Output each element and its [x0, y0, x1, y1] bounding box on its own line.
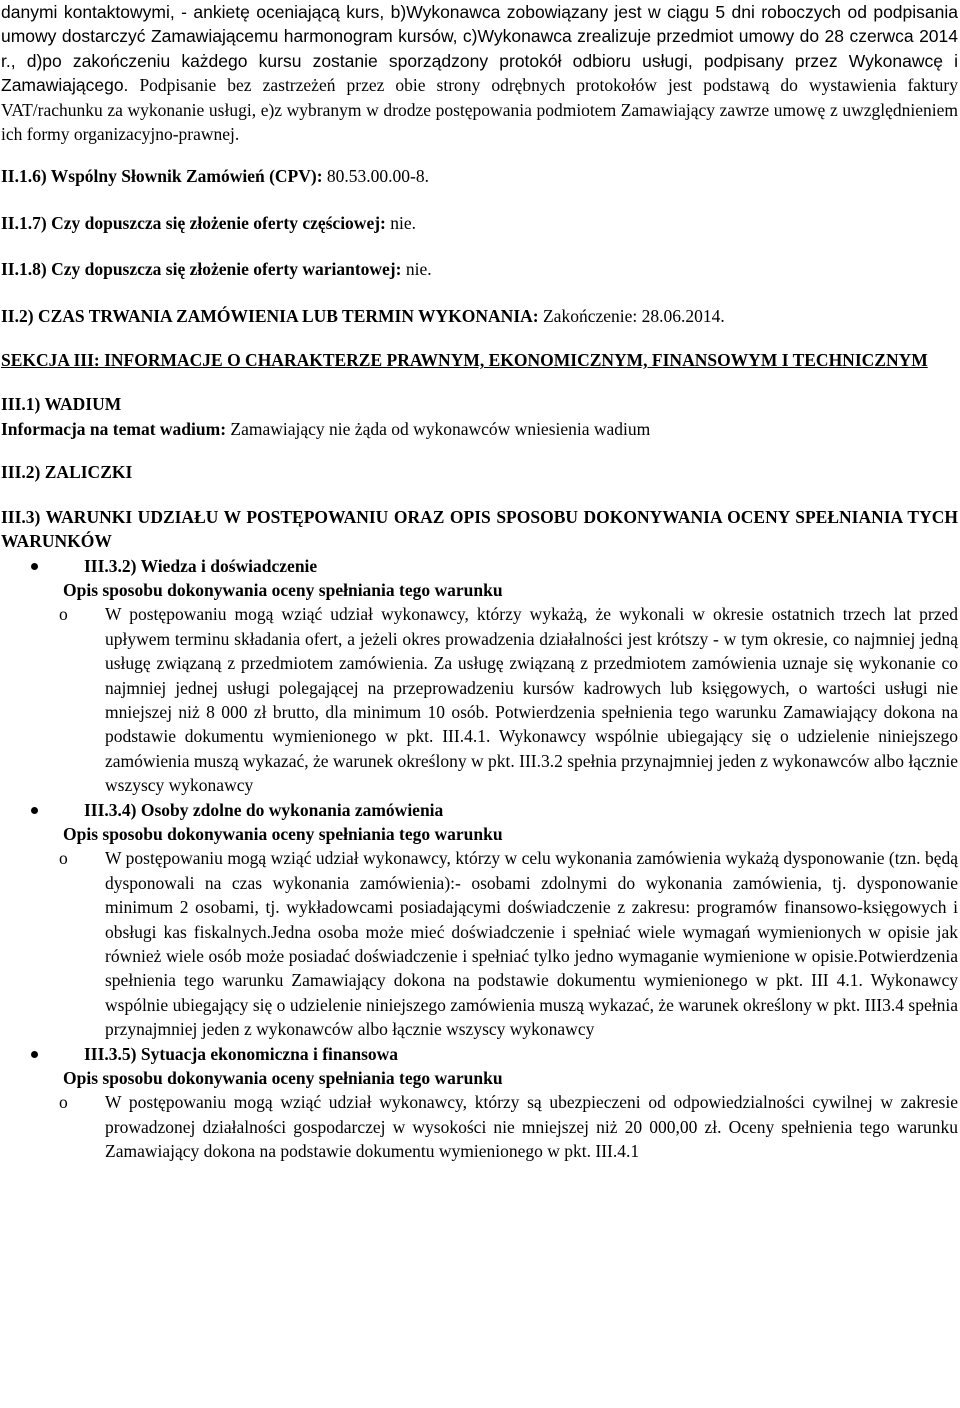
- partial-offer-line: [1, 211, 958, 235]
- section-3-title: SEKCJA III: INFORMACJE O CHARAKTERZE PRAWNYM, EKONOMICZNYM, FINANSOWYM I TECHNICZNYM: [1, 350, 928, 371]
- opis-label: Opis sposobu dokonywania oceny spełniania tego warunku: [63, 823, 503, 844]
- condition-text: W postępowaniu mogą wziąć udział wykonawcy, którzy w celu wykonania zamówienia wykażą dysponowanie (tzn. będą dysponowali na czas wykonania zamówienia):- osobami zdolnymi do wykonania zamówienia, tj. dysponowanie minimum 2 osobami, tj. wykładowcami posiadającymi doświadczenie z zakresu: programów finansowo-księgowych i obsługi kas fiskalnych.Jedna osoba może mieć doświadczenie i spełniać wiele wymagań wymienionych w opisie jak również wiele osób może posiadać doświadczenie i spełniać tylko jedno wymaganie wymienione w opisie.Potwierdzenia spełnienia tego warunku Zamawiający dokona na podstawie dokumentu wymienionego w pkt. III 4.1. Wykonawcy wspólnie ubiegający się o udzielenie niniejszego zamówienia muszą wykazać, że warunek określony w pkt. III3.4 spełnia przynajmniej jeden z wykonawców albo łącznie wszyscy wykonawcy: [105, 848, 958, 1040]
- condition-heading: III.3.2) Wiedza i doświadczenie: [84, 555, 318, 576]
- condition-heading: III.3.5) Sytuacja ekonomiczna i finansowa: [84, 1043, 399, 1064]
- wadium-heading: III.1) WADIUM: [1, 394, 122, 415]
- wadium-value: Zamawiający nie żąda od wykonawców wniesienia wadium: [230, 418, 651, 439]
- condition-item: [1, 554, 958, 798]
- condition-description: [59, 846, 958, 1041]
- warunki-heading: III.3) WARUNKI UDZIAŁU W POSTĘPOWANIU ORAZ OPIS SPOSOBU DOKONYWANIA OCENY SPEŁNIANIA TYCH WARUNKÓW: [1, 506, 958, 552]
- partial-offer-value: nie.: [390, 212, 417, 233]
- intro-text-part2: Podpisanie bez zastrzeżeń przez obie strony odrębnych protokołów jest podstawą do wystawienia faktury VAT/rachunku za wykonanie usługi, e)z wybranym w drodze postępowania podmiotem Zamawiający zawrze umowę z uwzględnieniem ich formy organizacyjno-prawnej.: [1, 75, 958, 145]
- duration-label: II.2) CZAS TRWANIA ZAMÓWIENIA LUB TERMIN WYKONANIA:: [1, 305, 539, 326]
- variant-offer-line: [1, 257, 958, 281]
- partial-offer-label: II.1.7) Czy dopuszcza się złożenie oferty częściowej:: [1, 212, 386, 233]
- condition-description: [59, 602, 958, 797]
- bullet-icon: [31, 807, 38, 814]
- cpv-value: 80.53.00.00-8.: [326, 166, 429, 187]
- condition-heading: III.3.4) Osoby zdolne do wykonania zamówienia: [84, 799, 444, 820]
- zaliczki-heading: III.2) ZALICZKI: [1, 462, 133, 483]
- variant-offer-label: II.1.8) Czy dopuszcza się złożenie oferty wariantowej:: [1, 259, 402, 280]
- duration-value: Zakończenie: 28.06.2014.: [542, 305, 725, 326]
- conditions-list: [1, 554, 958, 1164]
- condition-description: [59, 1090, 958, 1163]
- duration-line: [1, 304, 958, 328]
- opis-label: Opis sposobu dokonywania oceny spełniania tego warunku: [63, 579, 503, 600]
- circle-bullet-icon: o: [59, 604, 68, 625]
- circle-bullet-icon: o: [59, 848, 68, 869]
- variant-offer-value: nie.: [405, 259, 432, 280]
- intro-paragraph: [1, 0, 958, 146]
- condition-text: W postępowaniu mogą wziąć udział wykonawcy, którzy są ubezpieczeni od odpowiedzialności cywilnej w zakresie prowadzonej działalności gospodarczej w wysokości nie mniejszej niż 20 000,00 zł. Oceny spełnienia tego warunku Zamawiający dokona na podstawie dokumentu wymienionego w pkt. III.4.1: [105, 1092, 958, 1162]
- condition-text: W postępowaniu mogą wziąć udział wykonawcy, którzy wykażą, że wykonali w okresie ostatnich trzech lat przed upływem terminu składania ofert, a jeżeli okres prowadzenia działalności jest krótszy - w tym okresie, co najmniej jedną usługę związaną z przedmiotem zamówienia. Za usługę związaną z przedmiotem zamówienia uznaje się wykonanie co najmniej jednej usługi polegającej na przeprowadzeniu kursów kadrowych lub księgowych, o wartości usługi nie mniejszej niż 8 000 zł brutto, dla minimum 10 osób. Potwierdzenia spełnienia tego warunku Zamawiający dokona na podstawie dokumentu wymienionego w pkt. III.4.1. Wykonawcy wspólnie ubiegający się o udzielenie niniejszego zamówienia muszą wykazać, że warunek określony w pkt. III.3.2 spełnia przynajmniej jeden z wykonawców albo łącznie wszyscy wykonawcy: [105, 604, 958, 796]
- wadium-label: Informacja na temat wadium:: [1, 418, 227, 439]
- cpv-label: II.1.6) Wspólny Słownik Zamówień (CPV):: [1, 166, 323, 187]
- condition-item: [1, 1042, 958, 1164]
- intro-text-part1: danymi kontaktowymi, - ankietę oceniającą kurs, b)Wykonawca zobowiązany jest w ciągu 5 dni roboczych od podpisania umowy dostarczyć Zamawiającemu harmonogram kursów, c)Wykonawca zrealizuje przedmiot umowy do 28 czerwca 2014 r., d)po zakończeniu każdego kursu zostanie sporządzony protokół odbioru usługi, podpisany przez Wykonawcę i Zamawiającego.: [1, 2, 958, 96]
- wadium-line: [1, 417, 958, 441]
- bullet-icon: [31, 1051, 38, 1058]
- circle-bullet-icon: o: [59, 1092, 68, 1113]
- opis-label: Opis sposobu dokonywania oceny spełniania tego warunku: [63, 1068, 503, 1089]
- condition-item: [1, 798, 958, 1042]
- bullet-icon: [31, 563, 38, 570]
- cpv-line: [1, 164, 958, 188]
